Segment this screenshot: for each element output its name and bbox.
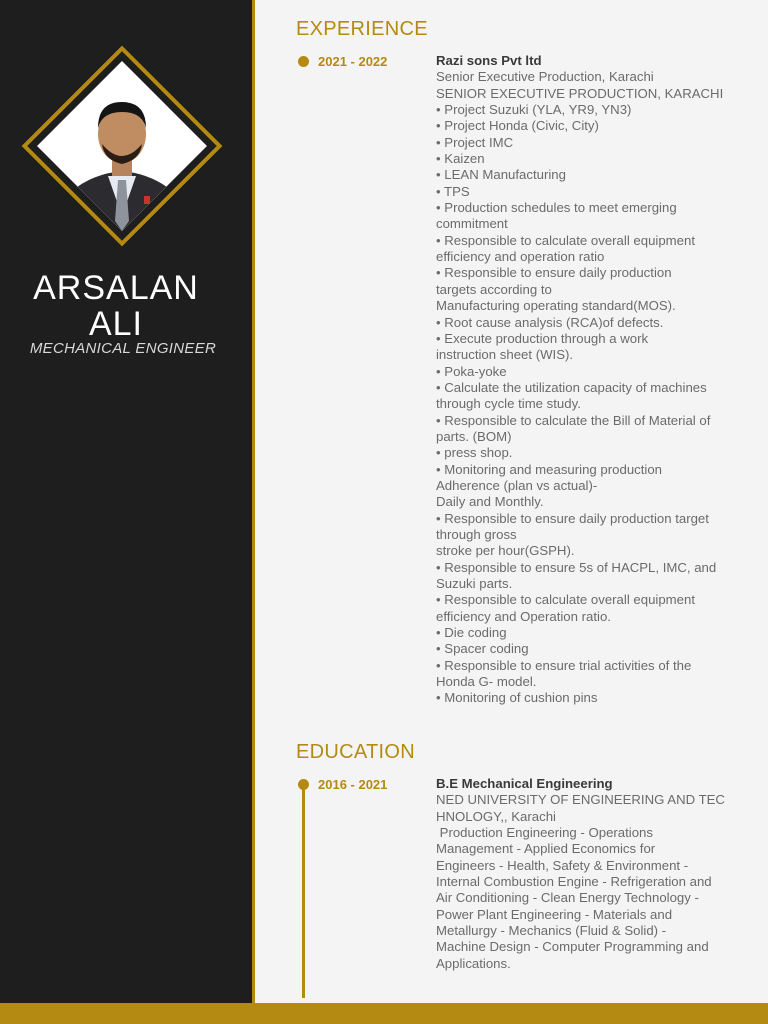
experience-line: commitment: [436, 216, 508, 232]
experience-line: • Calculate the utilization capacity of machines: [436, 379, 707, 395]
experience-line: instruction sheet (WIS).: [436, 347, 574, 363]
experience-line: efficiency and Operation ratio.: [436, 608, 611, 624]
education-heading: EDUCATION: [296, 741, 415, 763]
first-name: ARSALAN: [33, 269, 199, 307]
experience-heading: EXPERIENCE: [296, 18, 428, 40]
experience-line: through cycle time study.: [436, 396, 581, 412]
experience-line: Manufacturing operating standard(MOS).: [436, 298, 676, 314]
education-entry: [436, 776, 741, 972]
experience-line: • Root cause analysis (RCA)of defects.: [436, 314, 664, 330]
education-line: Engineers - Health, Safety & Environment -: [436, 857, 689, 873]
education-line: Internal Combustion Engine - Refrigeration and: [436, 874, 712, 890]
experience-line: SENIOR EXECUTIVE PRODUCTION, KARACHI: [436, 85, 724, 101]
experience-line: • Responsible to ensure 5s of HACPL, IMC, and: [436, 559, 717, 575]
experience-dot: [298, 56, 309, 67]
experience-line: Senior Executive Production, Karachi: [436, 69, 654, 85]
education-date: 2016 - 2021: [318, 777, 388, 792]
experience-line: Honda G- model.: [436, 674, 537, 690]
experience-line: • Responsible to calculate overall equipment: [436, 592, 695, 608]
experience-line: through gross: [436, 526, 517, 542]
experience-entry: [436, 53, 741, 707]
experience-line: Daily and Monthly.: [436, 494, 544, 510]
experience-date: 2021 - 2022: [318, 54, 388, 69]
experience-line: • Poka-yoke: [436, 363, 507, 379]
experience-line: • Kaizen: [436, 151, 485, 167]
experience-line: Suzuki parts.: [436, 576, 513, 591]
education-line: HNOLOGY,, Karachi: [436, 808, 556, 824]
experience-line: • Responsible to calculate the Bill of Material of: [436, 412, 711, 428]
experience-line: • Responsible to ensure trial activities of the: [436, 657, 692, 673]
experience-line: • Die coding: [436, 625, 507, 641]
footer-bar: [0, 1003, 768, 1024]
experience-details: [436, 69, 741, 706]
company-name: Razi sons Pvt ltd: [436, 53, 542, 68]
education-details: [436, 792, 741, 972]
job-title: MECHANICAL ENGINEER: [29, 340, 217, 357]
experience-line: • Monitoring of cushion pins: [436, 690, 598, 706]
experience-line: • LEAN Manufacturing: [436, 167, 566, 183]
experience-line: targets according to: [436, 281, 552, 297]
experience-line: • Monitoring and measuring production: [436, 461, 663, 477]
education-line: NED UNIVERSITY OF ENGINEERING AND TEC: [436, 792, 725, 808]
experience-line: efficiency and operation ratio: [436, 249, 605, 265]
last-name: ALI: [88, 305, 144, 343]
experience-line: • Project Honda (Civic, City): [436, 118, 599, 134]
education-line: Management - Applied Economics for: [436, 841, 656, 857]
experience-line: parts. (BOM): [436, 428, 512, 444]
experience-line: • Execute production through a work: [436, 330, 649, 346]
experience-line: • Responsible to calculate overall equipment: [436, 232, 695, 248]
education-line: Machine Design - Computer Programming and: [436, 939, 709, 955]
education-line: Applications.: [436, 955, 511, 971]
degree-name: B.E Mechanical Engineering: [436, 776, 613, 791]
experience-line: • TPS: [436, 183, 470, 199]
education-line: Production Engineering - Operations: [436, 825, 653, 841]
experience-line: • Project IMC: [436, 134, 514, 150]
experience-line: • Responsible to ensure daily production target: [436, 510, 709, 526]
sidebar-divider: [252, 0, 255, 1003]
education-timeline: [302, 785, 305, 998]
education-line: Power Plant Engineering - Materials and: [436, 906, 673, 922]
experience-line: • press shop.: [436, 445, 513, 461]
experience-line: stroke per hour(GSPH).: [436, 543, 575, 559]
education-line: Air Conditioning - Clean Energy Technology -: [436, 890, 699, 906]
education-line: Metallurgy - Mechanics (Fluid & Solid) -: [436, 923, 667, 939]
experience-line: • Production schedules to meet emerging: [436, 200, 677, 216]
experience-line: • Project Suzuki (YLA, YR9, YN3): [436, 102, 632, 118]
experience-line: • Spacer coding: [436, 641, 529, 657]
experience-line: Adherence (plan vs actual)-: [436, 477, 598, 493]
experience-line: • Responsible to ensure daily production: [436, 265, 672, 281]
